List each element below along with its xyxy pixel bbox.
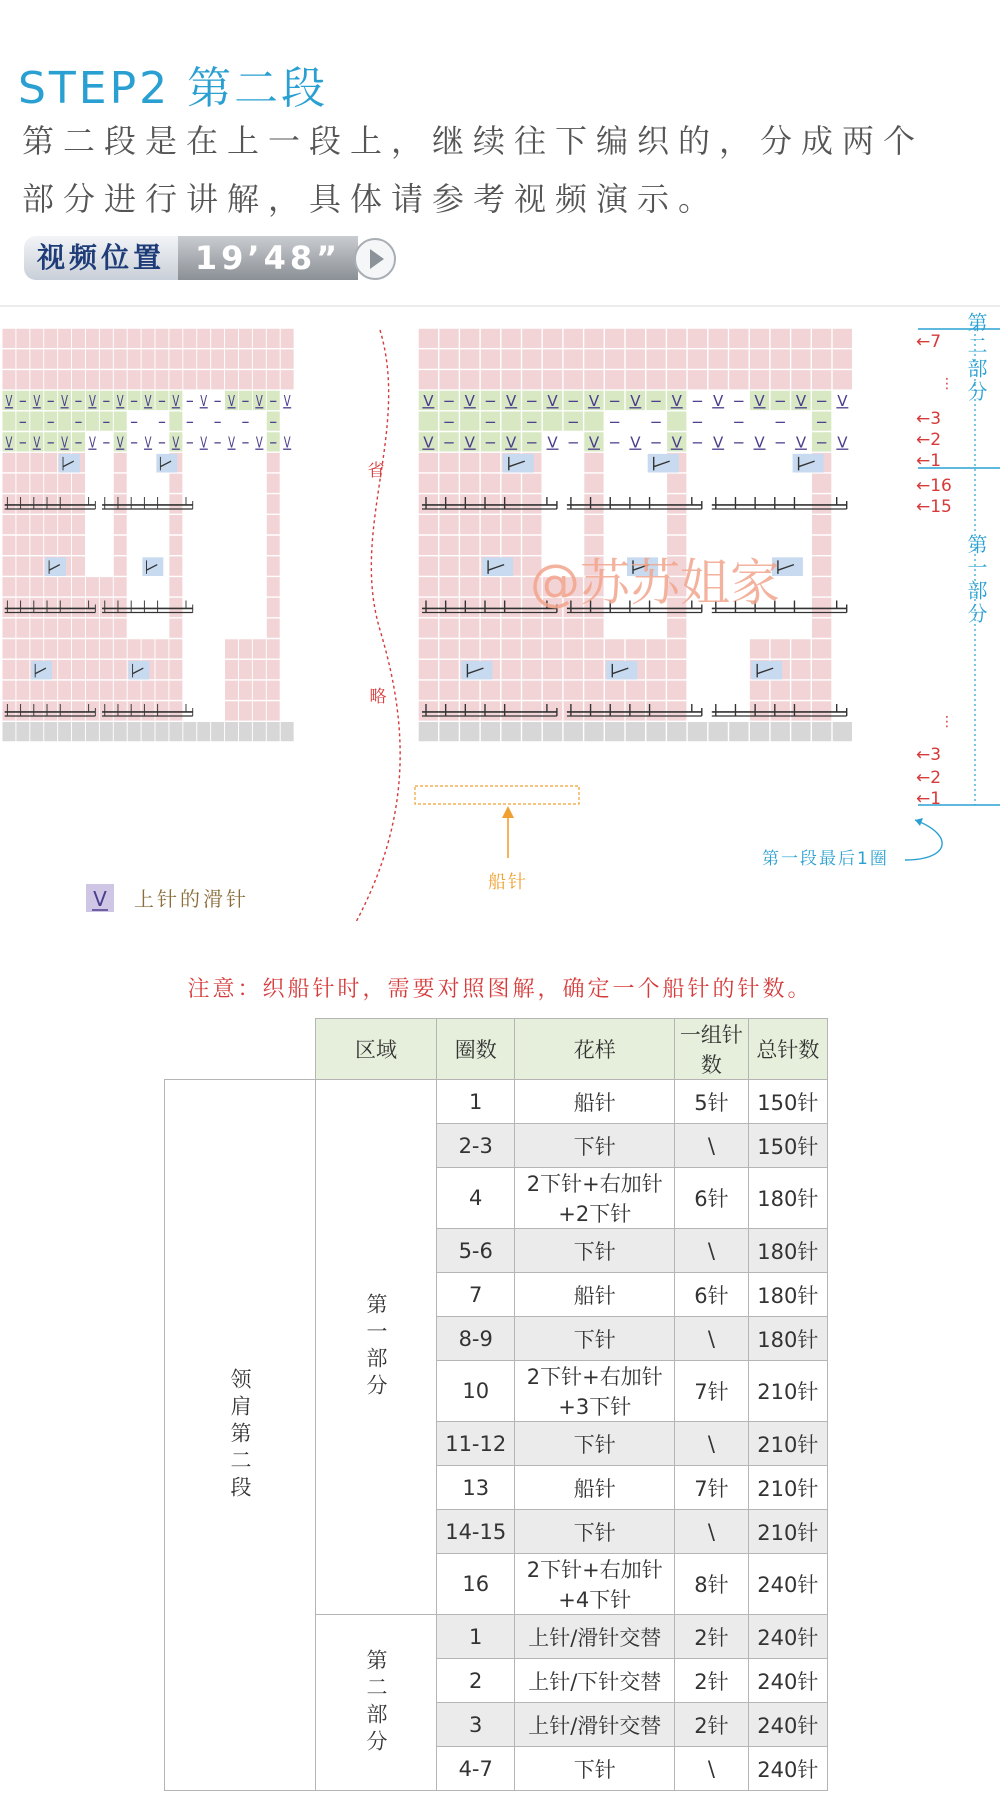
table-header-cell: 花样 bbox=[515, 1019, 675, 1080]
row-marker: ←2 bbox=[916, 430, 942, 450]
total-count-cell: 240针 bbox=[748, 1747, 827, 1791]
pattern-cell: 下针 bbox=[515, 1510, 675, 1554]
purl-symbol: − bbox=[241, 393, 250, 411]
grid-row bbox=[2, 701, 294, 722]
row-marker: ←16 bbox=[916, 476, 952, 496]
purl-symbol: − bbox=[773, 412, 787, 431]
row-marker: ←7 bbox=[916, 332, 942, 352]
slip-stitch-symbol: V bbox=[61, 434, 69, 453]
zone-label: 第一部分 bbox=[316, 1080, 437, 1615]
purl-symbol: − bbox=[157, 393, 167, 411]
table-header-cell: 区域 bbox=[316, 1019, 437, 1080]
slip-stitch-symbol: V bbox=[5, 393, 13, 411]
group-count-cell: \ bbox=[675, 1510, 749, 1554]
slip-stitch-symbol: V bbox=[754, 392, 765, 411]
slip-stitch-symbol: V bbox=[255, 393, 263, 411]
purl-symbol: − bbox=[213, 393, 222, 411]
arrow-head bbox=[915, 818, 923, 826]
slip-stitch-symbol: V bbox=[228, 434, 235, 453]
purl-symbol: − bbox=[732, 412, 746, 431]
purl-symbol: − bbox=[46, 393, 55, 411]
pattern-cell: 下针 bbox=[515, 1229, 675, 1273]
group-count-cell: \ bbox=[675, 1747, 749, 1791]
video-position-label: 视频位置 bbox=[24, 236, 178, 280]
purl-symbol: − bbox=[484, 433, 497, 452]
group-count-cell: 2针 bbox=[675, 1659, 749, 1703]
purl-symbol: − bbox=[525, 392, 539, 411]
purl-symbol: − bbox=[649, 433, 663, 452]
table-header-cell: 总针数 bbox=[748, 1019, 827, 1080]
group-count-cell: 7针 bbox=[675, 1361, 749, 1422]
round-cell: 4 bbox=[437, 1168, 515, 1229]
instruction-table bbox=[164, 1018, 828, 1791]
round-cell: 5-6 bbox=[437, 1229, 515, 1273]
total-count-cell: 240针 bbox=[748, 1659, 827, 1703]
round-cell: 1 bbox=[437, 1080, 515, 1124]
purl-symbol: − bbox=[691, 392, 704, 411]
purl-symbol: − bbox=[269, 393, 278, 411]
total-count-cell: 210针 bbox=[748, 1510, 827, 1554]
ellipsis-dots: ⋮ bbox=[940, 714, 954, 730]
purl-symbol: − bbox=[18, 393, 28, 411]
purl-symbol: − bbox=[46, 434, 55, 453]
table-header-cell: 一组针数 bbox=[675, 1019, 749, 1080]
pattern-cell: 2下针+右加针+3下针 bbox=[515, 1361, 675, 1422]
group-count-cell: \ bbox=[675, 1229, 749, 1273]
total-count-cell: 150针 bbox=[748, 1124, 827, 1168]
pattern-cell: 2下针+右加针+4下针 bbox=[515, 1554, 675, 1615]
slip-stitch-symbol: V bbox=[200, 393, 208, 411]
purl-symbol: − bbox=[815, 433, 828, 452]
total-count-cell: 180针 bbox=[748, 1168, 827, 1229]
purl-symbol: − bbox=[442, 412, 456, 431]
purl-symbol: − bbox=[129, 434, 139, 453]
table-header-cell: 圈数 bbox=[437, 1019, 515, 1080]
pattern-cell: 上针/下针交替 bbox=[515, 1659, 675, 1703]
group-count-cell: 2针 bbox=[675, 1615, 749, 1659]
omission-label-top: 省 bbox=[367, 461, 385, 481]
purl-symbol: − bbox=[18, 414, 28, 432]
slip-stitch-symbol: V bbox=[506, 392, 517, 411]
purl-symbol: − bbox=[46, 414, 55, 432]
slip-stitch-symbol: V bbox=[200, 434, 208, 453]
grid-row bbox=[418, 721, 853, 742]
purl-symbol: − bbox=[691, 433, 704, 452]
omission-label-bottom: 略 bbox=[369, 687, 387, 707]
round-cell: 3 bbox=[437, 1703, 515, 1747]
purl-symbol: − bbox=[213, 434, 222, 453]
purl-symbol: − bbox=[732, 433, 746, 452]
purl-symbol: − bbox=[185, 434, 195, 453]
purl-symbol: − bbox=[566, 433, 580, 452]
purl-symbol: − bbox=[157, 414, 167, 432]
slip-stitch-symbol: V bbox=[172, 393, 180, 411]
purl-symbol: − bbox=[129, 393, 139, 411]
slip-stitch-symbol: V bbox=[837, 433, 848, 452]
purl-symbol: − bbox=[484, 392, 497, 411]
round-cell: 4-7 bbox=[437, 1747, 515, 1791]
chart-block-right bbox=[418, 328, 1000, 742]
grid-row bbox=[2, 369, 294, 390]
round-cell: 14-15 bbox=[437, 1510, 515, 1554]
table-row bbox=[165, 1080, 828, 1124]
row-marker: ←3 bbox=[916, 745, 942, 765]
group-count-cell: 2针 bbox=[675, 1703, 749, 1747]
purl-symbol: − bbox=[649, 412, 663, 431]
purl-symbol: − bbox=[773, 433, 787, 452]
purl-symbol: − bbox=[815, 412, 828, 431]
purl-symbol: − bbox=[129, 414, 139, 432]
slip-stitch-symbol: V bbox=[837, 392, 848, 411]
row-marker: ←1 bbox=[916, 451, 942, 471]
video-time: 19’48” bbox=[178, 236, 358, 280]
slip-stitch-symbol: V bbox=[172, 434, 180, 453]
pattern-cell: 上针/滑针交替 bbox=[515, 1703, 675, 1747]
grid-row bbox=[418, 349, 853, 370]
grid-row bbox=[418, 328, 853, 349]
purl-symbol: − bbox=[185, 393, 195, 411]
group-count-cell: \ bbox=[675, 1317, 749, 1361]
grid-row bbox=[418, 369, 853, 390]
pattern-cell: 船针 bbox=[515, 1273, 675, 1317]
total-count-cell: 180针 bbox=[748, 1317, 827, 1361]
slip-stitch-symbol: V bbox=[713, 392, 724, 411]
purl-symbol: − bbox=[691, 412, 704, 431]
purl-symbol: − bbox=[815, 392, 828, 411]
last-round-label: 第一段最后1圈 bbox=[762, 849, 889, 869]
purl-symbol: − bbox=[102, 434, 111, 453]
short-row-highlight bbox=[415, 786, 579, 804]
slip-stitch-symbol: V bbox=[547, 433, 558, 452]
grid-row bbox=[418, 680, 853, 701]
total-count-cell: 240针 bbox=[748, 1554, 827, 1615]
purl-symbol: − bbox=[649, 392, 663, 411]
slip-stitch-symbol: V bbox=[464, 392, 475, 411]
slip-stitch-symbol: V bbox=[754, 433, 765, 452]
round-cell: 8-9 bbox=[437, 1317, 515, 1361]
total-count-cell: 210针 bbox=[748, 1466, 827, 1510]
grid-row bbox=[2, 721, 294, 742]
pattern-cell: 船针 bbox=[515, 1080, 675, 1124]
purl-symbol: − bbox=[74, 393, 83, 411]
grid-row bbox=[418, 701, 853, 722]
purl-symbol: − bbox=[74, 434, 83, 453]
total-count-cell: 210针 bbox=[748, 1361, 827, 1422]
slip-stitch-symbol: V bbox=[88, 393, 96, 411]
slip-stitch-symbol: V bbox=[671, 433, 682, 452]
total-count-cell: 180针 bbox=[748, 1229, 827, 1273]
purl-symbol: − bbox=[566, 392, 580, 411]
slip-stitch-symbol: V bbox=[547, 392, 558, 411]
slip-stitch-symbol: V bbox=[423, 433, 434, 452]
slip-stitch-symbol: V bbox=[61, 393, 69, 411]
pattern-cell: 下针 bbox=[515, 1124, 675, 1168]
purl-symbol: − bbox=[269, 414, 278, 432]
row-marker: ←2 bbox=[916, 768, 942, 788]
step-title: STEP2 第二段 bbox=[18, 63, 329, 114]
part1-label: 第一部分 bbox=[964, 534, 988, 626]
slip-stitch-symbol: V bbox=[144, 393, 152, 411]
purl-symbol: − bbox=[157, 434, 167, 453]
slip-stitch-symbol: V bbox=[671, 392, 682, 411]
total-count-cell: 150针 bbox=[748, 1080, 827, 1124]
round-cell: 2 bbox=[437, 1659, 515, 1703]
slip-stitch-symbol: V bbox=[588, 392, 600, 411]
purl-symbol: − bbox=[185, 414, 195, 432]
ellipsis-dots: ⋮ bbox=[940, 376, 954, 392]
slip-stitch-symbol: V bbox=[630, 392, 641, 411]
slip-stitch-symbol: V bbox=[630, 433, 641, 452]
purl-symbol: − bbox=[566, 412, 580, 431]
grid-row bbox=[2, 349, 294, 370]
grid-row bbox=[2, 328, 294, 349]
slip-stitch-symbol: V bbox=[283, 393, 291, 411]
purl-symbol: − bbox=[74, 414, 83, 432]
group-count-cell: 7针 bbox=[675, 1466, 749, 1510]
total-count-cell: 210针 bbox=[748, 1422, 827, 1466]
purl-symbol: − bbox=[608, 392, 621, 411]
slip-stitch-symbol: V bbox=[795, 433, 807, 452]
table-header-row bbox=[165, 1019, 828, 1080]
arrow-head bbox=[502, 806, 514, 818]
notice-text: 注意：织船针时，需要对照图解，确定一个船针的针数。 bbox=[187, 977, 813, 1002]
pattern-cell: 2下针+右加针+2下针 bbox=[515, 1168, 675, 1229]
chart-block-left bbox=[2, 328, 322, 742]
watermark: @苏苏姐家 bbox=[530, 554, 780, 612]
omission-curve bbox=[356, 330, 400, 922]
group-count-cell: 6针 bbox=[675, 1273, 749, 1317]
group-count-cell: 8针 bbox=[675, 1554, 749, 1615]
purl-symbol: − bbox=[608, 433, 621, 452]
legend-text: 上针的滑针 bbox=[134, 887, 249, 911]
outer-section-label: 领肩第二段 bbox=[165, 1080, 316, 1791]
round-cell: 1 bbox=[437, 1615, 515, 1659]
purl-symbol: − bbox=[773, 392, 787, 411]
zone-label: 第二部分 bbox=[316, 1615, 437, 1791]
row-marker: ←15 bbox=[916, 497, 952, 517]
part2-label: 第二部分 bbox=[964, 312, 988, 404]
row-marker: ←3 bbox=[916, 409, 942, 429]
purl-symbol: − bbox=[484, 412, 497, 431]
slip-stitch-symbol: V bbox=[713, 433, 724, 452]
total-count-cell: 180针 bbox=[748, 1273, 827, 1317]
slip-stitch-symbol: V bbox=[283, 434, 291, 453]
short-row-label: 船针 bbox=[488, 872, 528, 893]
purl-symbol: − bbox=[102, 393, 111, 411]
round-cell: 13 bbox=[437, 1466, 515, 1510]
total-count-cell: 240针 bbox=[748, 1703, 827, 1747]
purl-symbol: − bbox=[269, 434, 278, 453]
grid-row bbox=[2, 639, 294, 660]
slip-stitch-symbol: V bbox=[33, 434, 41, 453]
slip-stitch-symbol: V bbox=[116, 393, 124, 411]
purl-symbol: − bbox=[525, 433, 539, 452]
play-icon[interactable] bbox=[354, 238, 396, 280]
pattern-cell: 上针/滑针交替 bbox=[515, 1615, 675, 1659]
slip-stitch-symbol: V bbox=[144, 434, 152, 453]
slip-stitch-symbol: V bbox=[506, 433, 517, 452]
row-marker: ←1 bbox=[916, 789, 942, 809]
slip-stitch-symbol: V bbox=[116, 434, 124, 453]
table-corner-cell bbox=[165, 1019, 316, 1080]
purl-symbol: − bbox=[525, 412, 539, 431]
round-cell: 10 bbox=[437, 1361, 515, 1422]
purl-symbol: − bbox=[213, 414, 222, 432]
purl-symbol: − bbox=[102, 414, 111, 432]
slip-stitch-symbol: V bbox=[464, 433, 475, 452]
purl-symbol: − bbox=[241, 434, 250, 453]
slip-stitch-symbol: V bbox=[255, 434, 263, 453]
group-count-cell: \ bbox=[675, 1124, 749, 1168]
video-position-bar[interactable] bbox=[24, 236, 384, 280]
round-cell: 2-3 bbox=[437, 1124, 515, 1168]
purl-symbol: − bbox=[241, 414, 250, 432]
round-cell: 7 bbox=[437, 1273, 515, 1317]
slip-stitch-symbol: V bbox=[588, 433, 600, 452]
intro-line-2: 部分进行讲解，具体请参考视频演示。 bbox=[22, 180, 720, 218]
slip-stitch-symbol: V bbox=[33, 393, 41, 411]
purl-symbol: − bbox=[442, 392, 456, 411]
pattern-cell: 下针 bbox=[515, 1747, 675, 1791]
slip-stitch-symbol: V bbox=[88, 434, 96, 453]
slip-stitch-symbol: V bbox=[795, 392, 807, 411]
round-cell: 11-12 bbox=[437, 1422, 515, 1466]
pattern-cell: 船针 bbox=[515, 1466, 675, 1510]
legend-symbol: V bbox=[93, 887, 107, 911]
round-cell: 16 bbox=[437, 1554, 515, 1615]
total-count-cell: 240针 bbox=[748, 1615, 827, 1659]
slip-stitch-symbol: V bbox=[423, 392, 434, 411]
purl-symbol: − bbox=[608, 412, 621, 431]
slip-stitch-symbol: V bbox=[228, 393, 235, 411]
curved-arrow bbox=[905, 820, 942, 860]
grid-row bbox=[418, 639, 853, 660]
slip-stitch-symbol: V bbox=[5, 434, 13, 453]
intro-line-1: 第二段是在上一段上，继续往下编织的，分成两个 bbox=[22, 122, 925, 160]
stitch-chart bbox=[0, 300, 1000, 930]
grid-row bbox=[2, 680, 294, 701]
pattern-cell: 下针 bbox=[515, 1422, 675, 1466]
purl-symbol: − bbox=[442, 433, 456, 452]
group-count-cell: 6针 bbox=[675, 1168, 749, 1229]
group-count-cell: \ bbox=[675, 1422, 749, 1466]
purl-symbol: − bbox=[732, 392, 746, 411]
pattern-cell: 下针 bbox=[515, 1317, 675, 1361]
purl-symbol: − bbox=[18, 434, 28, 453]
group-count-cell: 5针 bbox=[675, 1080, 749, 1124]
